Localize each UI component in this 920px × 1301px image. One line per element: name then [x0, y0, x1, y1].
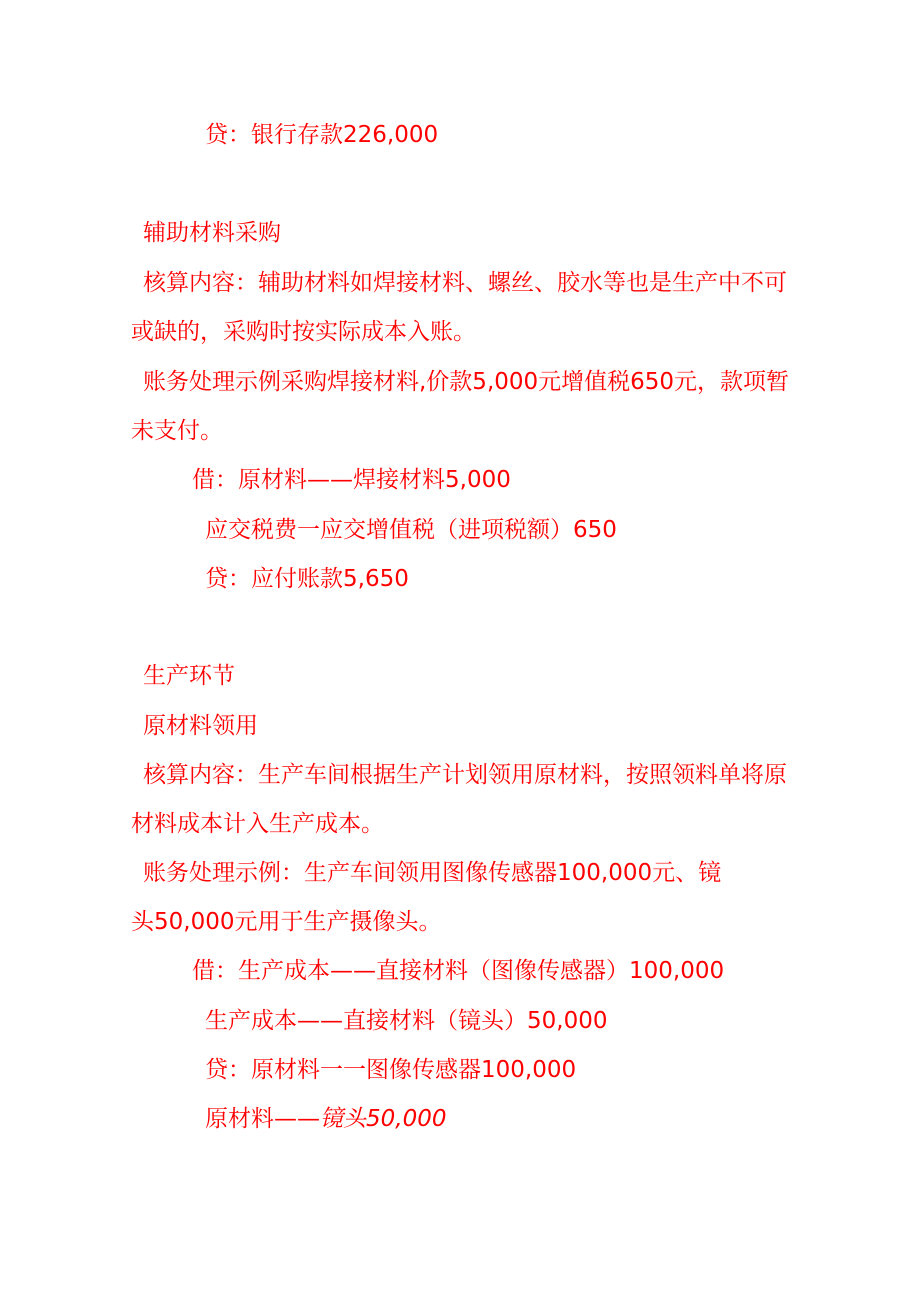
- credit-accounts-payable-line: 贷：应付账款5,650: [205, 566, 409, 592]
- raw-material-lens-prefix: 原材料——: [205, 1106, 320, 1132]
- production-example-line-1: 账务处理示例：生产车间领用图像传感器100,000元、镜: [143, 860, 722, 886]
- raw-material-lens-amount: 镜头50,000: [320, 1106, 447, 1132]
- production-content-line-1: 核算内容：生产车间根据生产计划领用原材料，按照领料单将原: [143, 762, 787, 788]
- production-cost-lens-line: 生产成本——直接材料（镜头）50,000: [205, 1008, 608, 1034]
- credit-raw-material-sensor-line: 贷：原材料一一图像传感器100,000: [205, 1057, 577, 1083]
- accounting-content-line-1: 核算内容：辅助材料如焊接材料、螺丝、胶水等也是生产中不可: [143, 270, 787, 296]
- production-example-line-2: 头50,000元用于生产摄像头。: [131, 909, 442, 935]
- raw-material-lens-line: [205, 1104, 446, 1134]
- production-content-line-2: 材料成本计入生产成本。: [131, 811, 384, 837]
- tax-payable-line: 应交税费一应交增值税（进项税额）650: [205, 517, 617, 543]
- section-heading-production: 生产环节: [143, 663, 235, 689]
- accounting-content-line-2: 或缺的，采购时按实际成本入账。: [131, 319, 476, 345]
- section-heading-auxiliary-materials: 辅助材料采购: [143, 220, 281, 246]
- debit-production-cost-sensor-line: 借：生产成本——直接材料（图像传感器）100,000: [192, 958, 725, 984]
- credit-bank-deposit-line: 贷：银行存款226,000: [205, 122, 439, 148]
- accounting-example-line-2: 未支付。: [131, 418, 223, 444]
- subsection-heading-material-requisition: 原材料领用: [143, 713, 258, 739]
- debit-raw-material-line: 借：原材料——焊接材料5,000: [192, 467, 511, 493]
- accounting-example-line-1: 账务处理示例采购焊接材料,价款5,000元增值税650元，款项暂: [143, 369, 790, 395]
